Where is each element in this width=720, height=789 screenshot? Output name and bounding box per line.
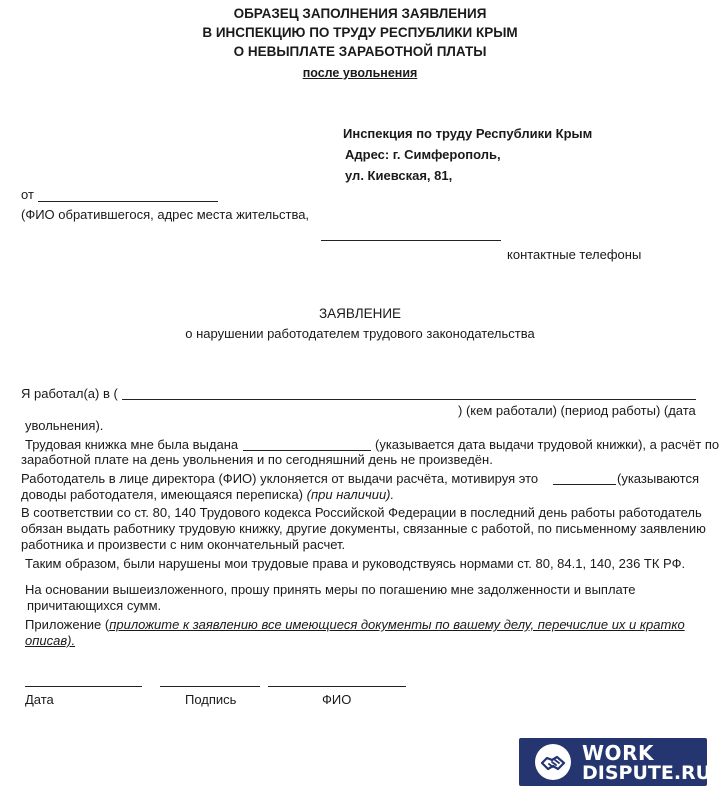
- p7-line-1: [25, 617, 685, 632]
- sign-line: [160, 686, 260, 687]
- from-blank-line: [38, 201, 218, 202]
- statement-title: ЗАЯВЛЕНИЕ: [318, 306, 402, 321]
- statement-subtitle: о нарушении работодателем трудового законодательства: [185, 326, 535, 341]
- p4-a: В соответствии со ст. 80, 140 Трудового кодекса Российской Федерации в последний день работы работодатель: [21, 505, 702, 520]
- p3-d: (при наличии).: [306, 487, 395, 502]
- p3-line-2: [21, 487, 394, 502]
- title-line-3: О НЕВЫПЛАТЕ ЗАРАБОТНОЙ ПЛАТЫ: [233, 44, 487, 59]
- sender-blank-line: [321, 240, 501, 241]
- title-line-4: после увольнения: [302, 66, 418, 80]
- p2-c: заработной плате на день увольнения и по сегодняшний день не произведён.: [21, 452, 493, 467]
- p3-blank-line: [553, 484, 616, 485]
- title-line-1: ОБРАЗЕЦ ЗАПОЛНЕНИЯ ЗАЯВЛЕНИЯ: [233, 6, 487, 21]
- p6-a: На основании вышеизложенного, прошу принять меры по погашению мне задолженности и выплате: [25, 582, 636, 597]
- p1-end: увольнения).: [25, 418, 104, 433]
- phones-label: контактные телефоны: [507, 247, 642, 262]
- workdispute-logo[interactable]: [519, 738, 712, 786]
- p6-b: причитающихся сумм.: [27, 598, 162, 613]
- p7-b: описав).: [25, 633, 76, 648]
- p7-a: приложите к заявлению все имеющиеся документы по вашему делу, перечислие их и кратко: [109, 617, 685, 632]
- from-label: от: [21, 187, 34, 202]
- p2-a: Трудовая книжка мне была выдана: [25, 437, 239, 452]
- p4-b: обязан выдать работнику трудовую книжку, другие документы, связанные с работой, по письменному заявлению: [21, 521, 706, 536]
- addressee-line-3: ул. Киевская, 81,: [345, 168, 453, 183]
- addressee-line-2: Адрес: г. Симферополь,: [345, 147, 501, 162]
- logo-text-line-2: DISPUTE.RU: [582, 762, 712, 784]
- p3-c: доводы работодателя, имеющаяся переписка): [21, 487, 304, 502]
- p1-start: Я работал(а) в (: [21, 386, 118, 401]
- p7-label: Приложение (: [25, 617, 110, 632]
- p2-b: (указывается дата выдачи трудовой книжки), а расчёт по: [375, 437, 720, 452]
- date-label: Дата: [25, 692, 54, 707]
- p2-blank-line: [243, 450, 371, 451]
- date-line: [25, 686, 142, 687]
- name-label: ФИО: [322, 692, 352, 707]
- addressee-line-1: Инспекция по труду Республики Крым: [343, 126, 593, 141]
- p4-c: работника и произвести с ним окончательный расчет.: [21, 537, 346, 552]
- p3-a: Работодатель в лице директора (ФИО) уклоняется от выдачи расчёта, мотивируя это: [21, 471, 539, 486]
- title-line-2: В ИНСПЕКЦИЮ ПО ТРУДУ РЕСПУБЛИКИ КРЫМ: [202, 25, 518, 40]
- sign-label: Подпись: [185, 692, 237, 707]
- sender-hint: (ФИО обратившегося, адрес места жительства,: [21, 207, 310, 222]
- p1-blank-line: [122, 399, 696, 400]
- p3-b: (указываются: [617, 471, 699, 486]
- p1-hint: ) (кем работали) (период работы) (дата: [458, 403, 696, 418]
- p5: Таким образом, были нарушены мои трудовые права и руководствуясь нормами ст. 80, 84.1, 140, 236 ТК РФ.: [25, 556, 686, 571]
- name-line: [268, 686, 406, 687]
- handshake-icon: [535, 744, 571, 780]
- logo-text-line-1: WORK: [582, 741, 654, 765]
